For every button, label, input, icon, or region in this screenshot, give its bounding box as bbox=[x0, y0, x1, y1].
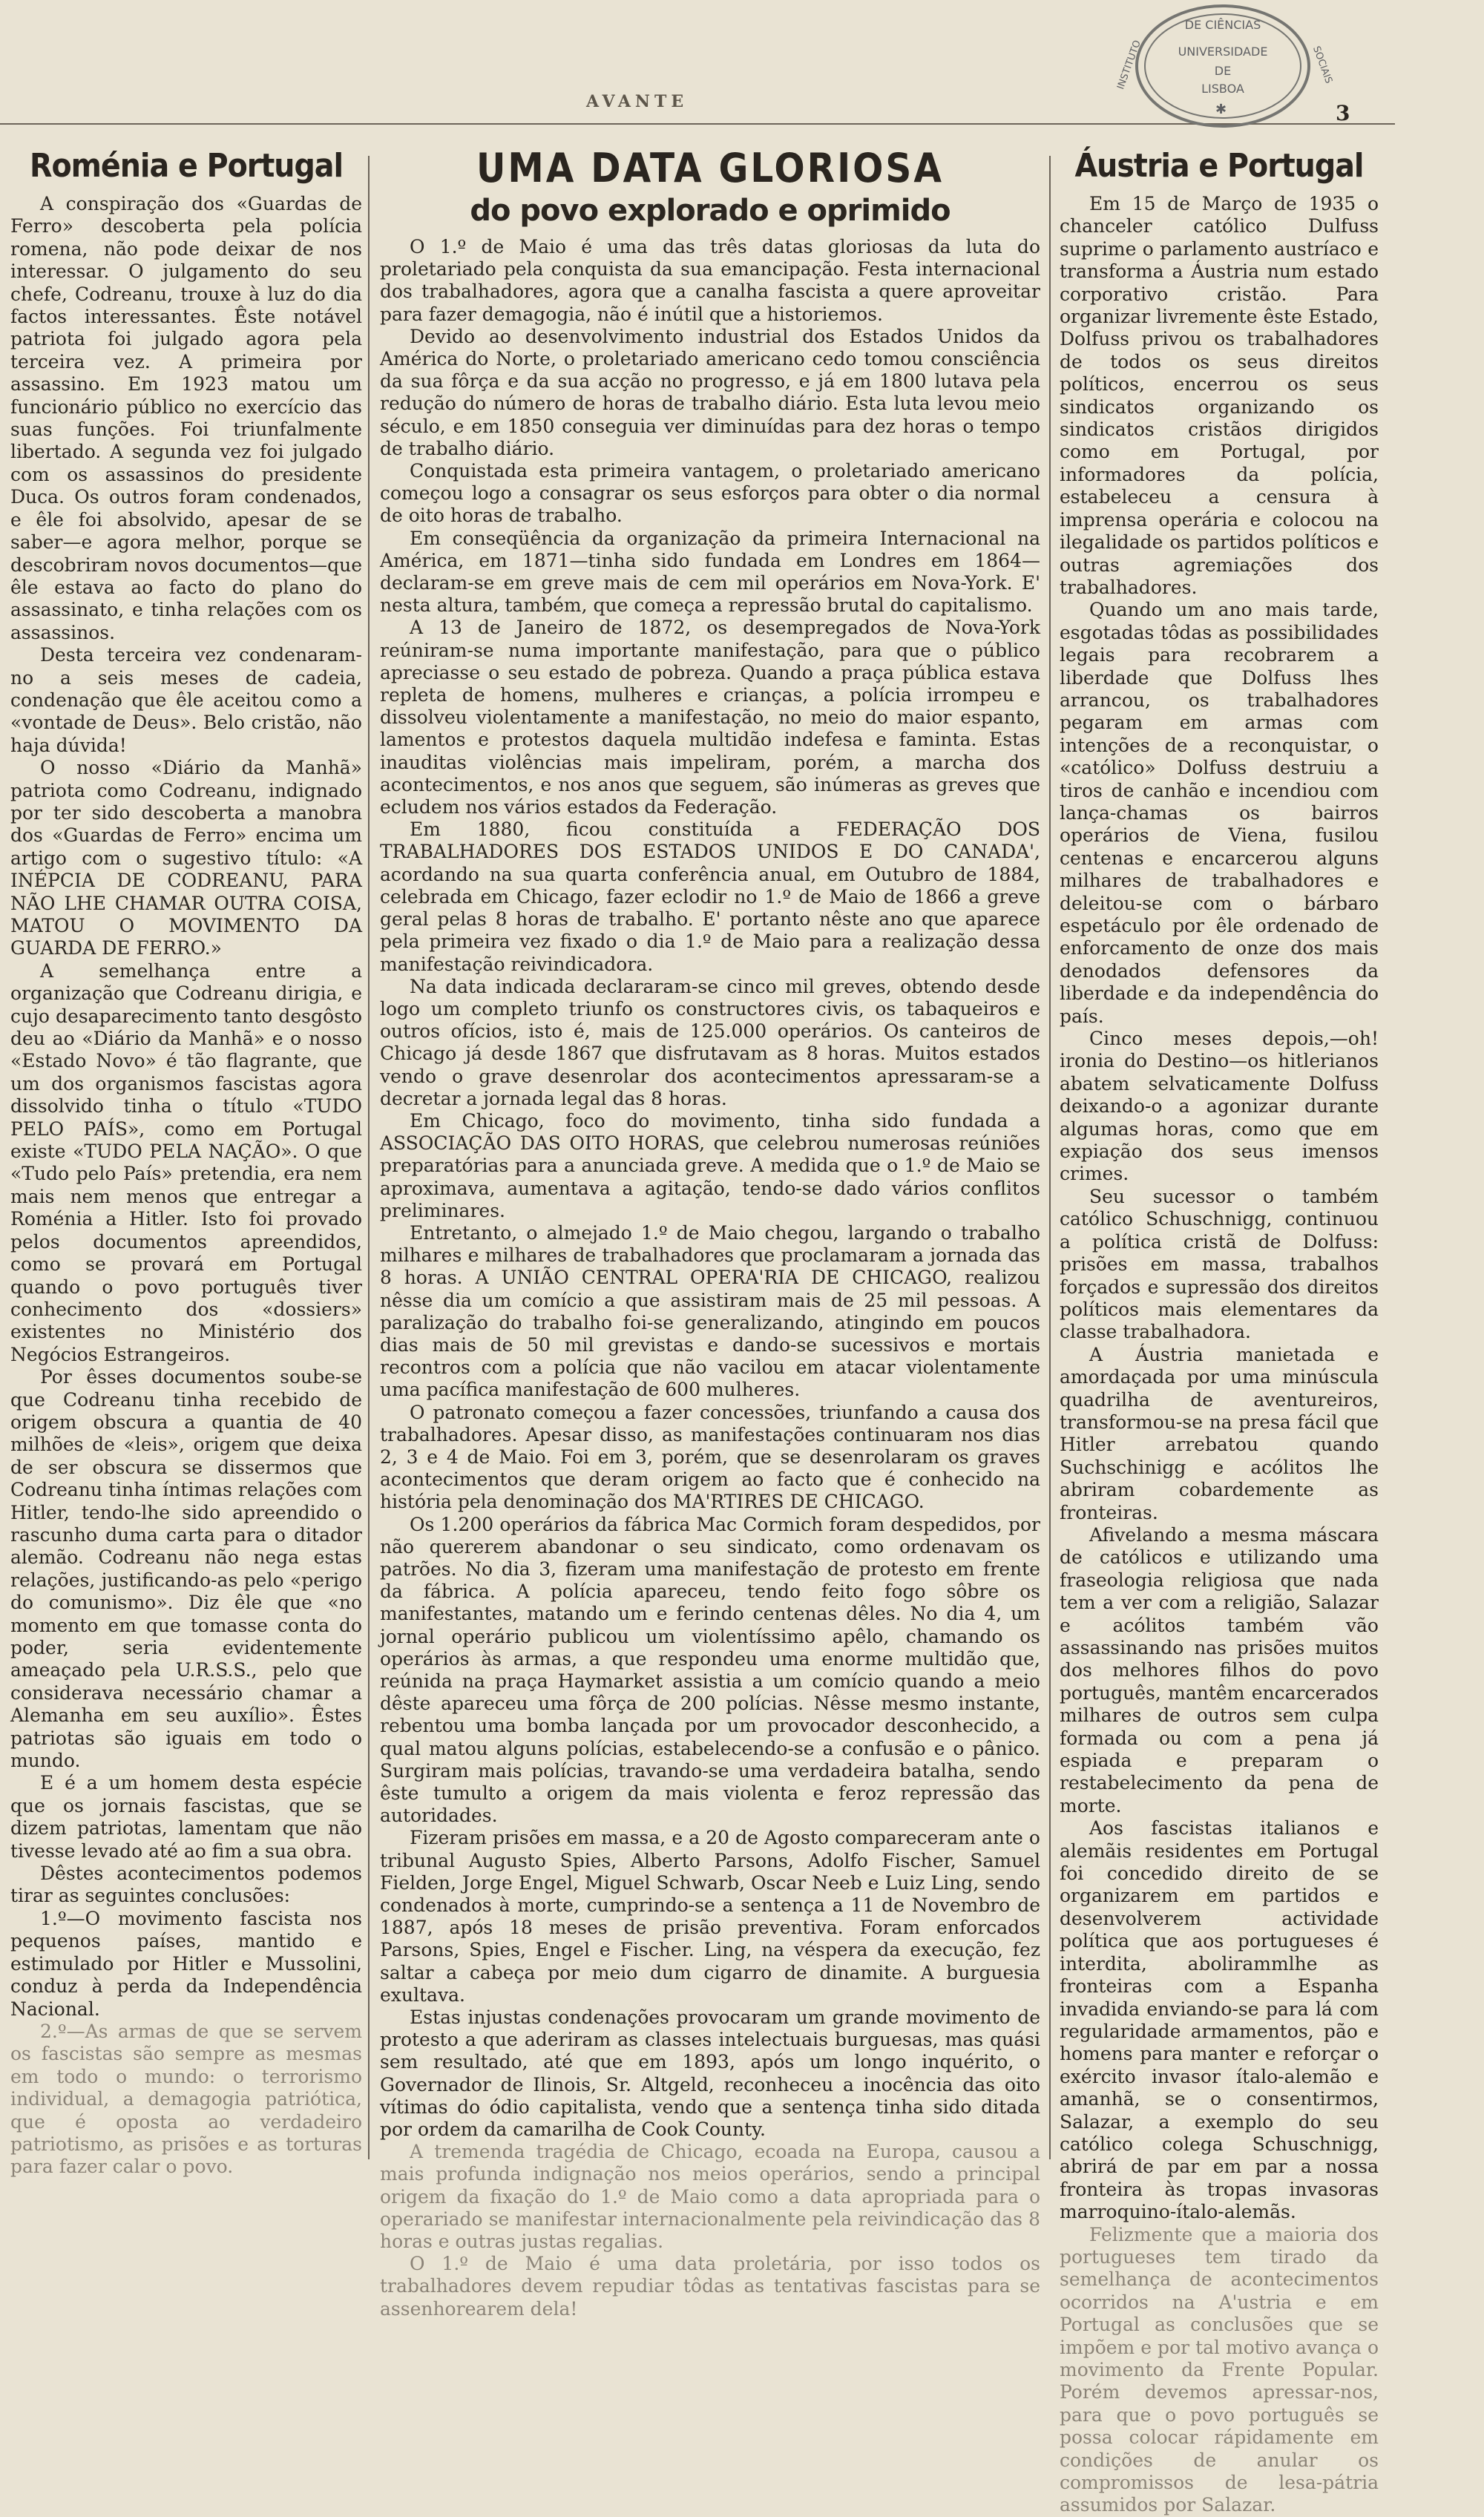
article-paragraph: A 13 de Janeiro de 1872, os desempregados de Nova-York reúniram-se numa importante manifestação, para que o público apreciasse o seu estado de pobreza. Quando a praça pública estava repleta de homens, mulheres e crianças, a polícia irrompeu e dissolveu violentamente a manifestação, no meio do maior espanto, lamentos e protestos daquela multidão indefesa e faminta. Estas inauditas violências mais impeliram, porém, a marcha dos acontecimentos, e nos anos que seguem, são inúmeras as greves que ecludem nos vários estados da Federação. bbox=[380, 617, 1040, 818]
header-rule bbox=[0, 123, 1395, 125]
article-headline: Áustria e Portugal bbox=[1074, 147, 1364, 185]
article-headline: UMA DATA GLORIOSA bbox=[476, 145, 945, 191]
article-paragraph: O 1.º de Maio é uma das três datas gloriosas da luta do proletariado pela conquista da sua emancipação. Festa internacional dos trabalhadores, agora que a canalha fascista a quere aproveitar para fazer demagogia, não é inútil que a historiemos. bbox=[380, 236, 1040, 325]
masthead-title: AVANTE bbox=[586, 92, 689, 111]
article-paragraph: Estas injustas condenações provocaram um grande movimento de protesto a que aderiram as classes intelectuais burguesas, mas quási sem resultado, até que em 1893, após um longo inquérito, o Governador de Ilinois, Sr. Altgeld, reconheceu a inocência das oito vítimas do ódio capitalista, vendo que a sentença tinha sido ditada por ordem da camarilha de Cook County. bbox=[380, 2006, 1040, 2141]
stamp-top-text: DE CIÊNCIAS bbox=[1184, 18, 1261, 32]
article-paragraph: Na data indicada declararam-se cinco mil greves, obtendo desde logo um completo triunfo os constructores civis, os tabaqueiros e outros ofícios, isto é, mais de 125.000 operários. Os canteiros de Chicago já desde 1867 que disfrutavam as 8 horas. Muitos estados vendo o grave desenrolar dos acontecimentos apressaram-se a decretar a jornada legal das 8 horas. bbox=[380, 975, 1040, 1109]
article-paragraph: O patronato começou a fazer concessões, triunfando a causa dos trabalhadores. Apesar disso, as manifestações continuaram nos dias 2, 3 e 4 de Maio. Foi em 3, porém, que se desenrolaram os graves acontecimentos que deram origem ao facto que é conhecido na história pela denominação dos MA'RTIRES DE CHICAGO. bbox=[380, 1401, 1040, 1513]
star-icon: ✱ bbox=[1215, 102, 1227, 117]
article-paragraph: A Áustria manietada e amordaçada por uma minúscula quadrilha de aventureiros, transformou-se na presa fácil que Hitler arrebatou quando Suchschinigg e acólitos lhe abriram cobardemente as fronteiras. bbox=[1060, 1343, 1379, 1523]
article-romenia-portugal bbox=[10, 145, 362, 2179]
article-paragraph: Por êsses documentos soube-se que Codreanu tinha recebido de origem obscura a quantia de 40 milhões de «leis», origem que deixa de ser obscura se dissermos que Codreanu tinha íntimas relações com Hitler, tendo-lhe sido apreendido o rascunho duma carta para o ditador alemão. Codreanu não nega estas relações, justificando-as pelo «perigo do comunismo». Diz êle que «no momento em que tomasse conta do poder, seria evidentemente ameaçado pela U.R.S.S., pelo que considerava necessário chamar a Alemanha em seu auxílio». Êstes patriotas são iguais em todo o mundo. bbox=[10, 1366, 362, 1772]
article-paragraph: Em Chicago, foco do movimento, tinha sido fundada a ASSOCIAÇÃO DAS OITO HORAS, que celebrou numerosas reúniões preparatórias para a anunciada greve. A medida que o 1.º de Maio se aproximava, aumentava a agitação, tendo-se dado vários conflitos preliminares. bbox=[380, 1109, 1040, 1221]
article-paragraph: Desta terceira vez condenaram-no a seis meses de cadeia, condenação que êle aceitou como a «vontade de Deus». Belo cristão, não haja dúvida! bbox=[10, 644, 362, 756]
article-paragraph: Quando um ano mais tarde, esgotadas tôdas as possibilidades legais para recobrarem a liberdade que Dolfuss lhes arrancou, os trabalhadores pegaram em armas com intenções de a reconquistar, o «católico» Dolfuss destruiu a tiros de canhão e incendiou com lança-chamas os bairros operários de Viena, fusilou centenas e encarcerou alguns milhares de trabalhadores e deleitou-se com o bárbaro espetáculo por êle ordenado de enforcamento de onze dos mais denodados defensores da liberdade e da independência do país. bbox=[1060, 599, 1379, 1027]
article-paragraph: 1.º—O movimento fascista nos pequenos países, mantido e estimulado por Hitler e Mussolini, conduz à perda da Independência Nacional. bbox=[10, 1907, 362, 2020]
page-number: 3 bbox=[1336, 101, 1350, 125]
article-paragraph: Aos fascistas italianos e alemãis residentes em Portugal foi concedido direito de se organizarem em partidos e desenvolverem actividade política que aos portugueses é interdita, abolirammlhe as fronteiras com a Espanha invadida enviando-se para lá com regularidade armamentos, pão e homens para manter e reforçar o exército invasor ítalo-alemão e amanhã, se o consentirmos, Salazar, a exemplo do seu católico colega Schuschnigg, abrirá de par em par a nossa fronteira às tropas invasoras marroquino-ítalo-alemãs. bbox=[1060, 1817, 1379, 2223]
stamp-line-2: DE bbox=[1214, 64, 1232, 78]
article-paragraph: Felizmente que a maioria dos portugueses tem tirado da semelhança de acontecimentos ocorridos na A'ustria e em Portugal as conclusões que se impõem e por tal motivo avança o movimento da Frente Popular. Porém devemos apressar-nos, para que o povo português se possa colocar rápidamente em condições de anular os compromissos de lesa-pátria assumidos por Salazar. bbox=[1060, 2223, 1379, 2516]
article-paragraph: O nosso «Diário da Manhã» patriota como Codreanu, indignado por ter sido descoberta a manobra dos «Guardas de Ferro» encima um artigo com o sugestivo título: «A INÉPCIA DE CODREANU, PARA NÃO LHE CHAMAR OUTRA COISA, MATOU O MOVIMENTO DA GUARDA DE FERRO.» bbox=[10, 757, 362, 959]
stamp-left-text: INSTITUTO bbox=[1115, 39, 1143, 91]
article-paragraph: Em conseqüência da organização da primeira Internacional na América, em 1871—tinha sido fundada em Londres em 1864—declaram-se em greve mais de cem mil operários em Nova-York. E' nesta altura, também, que começa a repressão brutal do capitalismo. bbox=[380, 527, 1040, 617]
article-paragraph: Fizeram prisões em massa, e a 20 de Agosto compareceram ante o tribunal Augusto Spies, Alberto Parsons, Adolfo Fischer, Samuel Fielden, Jorge Engel, Miguel Schwarb, Oscar Neeb e Luiz Ling, sendo condenados à morte, cumprindo-se a sentença a 11 de Novembro de 1887, após 18 meses de prisão preventiva. Foram enforcados Parsons, Spies, Engel e Fischer. Ling, na véspera da execução, fez saltar a cabeça por meio dum cigarro de dinamite. A burguesia exultava. bbox=[380, 1827, 1040, 2006]
article-paragraph: A tremenda tragédia de Chicago, ecoada na Europa, causou a mais profunda indignação nos meios operários, sendo a principal origem da fixação do 1.º de Maio como a data apropriada para o operariado se manifestar internacionalmente pela reivindicação das 8 horas e outras justas regalias. bbox=[380, 2141, 1040, 2253]
stamp-line-1: UNIVERSIDADE bbox=[1178, 45, 1268, 59]
article-subheadline: do povo explorado e oprimido bbox=[470, 194, 951, 228]
stamp-line-3: LISBOA bbox=[1201, 82, 1244, 96]
column-divider-left bbox=[368, 156, 370, 2159]
article-paragraph: A semelhança entre a organização que Codreanu dirigia, e cujo desaparecimento tanto desgôsto deu ao «Diário da Manhã» e o nosso «Estado Novo» é tão flagrante, que um dos organismos fascistas agora dissolvido tinha o título «TUDO PELO PAÍS», como em Portugal existe «TUDO PELA NAÇÃO». O que «Tudo pelo País» pretendia, era nem mais nem menos que entregar a Roménia a Hitler. Isto foi provado pelos documentos apreendidos, como se provará em Portugal quando o povo português tiver conhecimento dos «dossiers» existentes no Ministério dos Negócios Estrangeiros. bbox=[10, 959, 362, 1365]
article-paragraph: Os 1.200 operários da fábrica Mac Cormich foram despedidos, por não quererem abandonar o seu sindicato, como ordenavam os patrões. No dia 3, fizeram uma manifestação de protesto em frente da fábrica. A polícia apareceu, tendo feito fogo sôbre os manifestantes, matando um e ferindo centenas dêles. No dia 4, um jornal operário publicou um violentíssimo apêlo, chamando os operários às armas, a que respondeu uma enorme multidão que, reúnida na praça Haymarket assistia a um comício quando a meio dêste apareceu uma fôrça de 200 polícias. Nêsse mesmo instante, rebentou uma bomba lançada por um provocador desconhecido, a qual matou alguns polícias, estabelecendo-se a confusão e o pânico. Surgiram mais polícias, travando-se uma verdadeira batalha, sendo êste tumulto a origem da mais violenta e feroz repressão das autoridades. bbox=[380, 1513, 1040, 1827]
column-divider-right bbox=[1049, 156, 1051, 2159]
article-austria-portugal bbox=[1060, 145, 1379, 2517]
article-paragraph: Em 1880, ficou constituída a FEDERAÇÃO DOS TRABALHADORES DOS ESTADOS UNIDOS E DO CANADA', acordando na sua quarta conferência anual, em Outubro de 1884, celebrada em Chicago, fazer eclodir no 1.º de Maio de 1866 a greve geral pelas 8 horas de trabalho. E' portanto nêste ano que aparece pela primeira vez fixado o dia 1.º de Maio para a realização dessa manifestação reivindicadora. bbox=[380, 818, 1040, 975]
article-paragraph: Seu sucessor o também católico Schuschnigg, continuou a política cristã de Dolfuss: prisões em massa, trabalhos forçados e supressão dos direitos políticos mais elementares da classe trabalhadora. bbox=[1060, 1185, 1379, 1343]
article-paragraph: Entretanto, o almejado 1.º de Maio chegou, largando o trabalho milhares e milhares de trabalhadores que proclamaram a jornada das 8 horas. A UNIÃO CENTRAL OPERA'RIA DE CHICAGO, realizou nêsse dia um comício a que assistiram mais de 25 mil pessoas. A paralização do trabalho foi-se generalizando, atingindo em poucos dias mais de 50 mil grevistas e dando-se sucessivos e mortais recontros com a polícia que não vacilou em atacar violentamente uma pacífica manifestação de 600 mulheres. bbox=[380, 1221, 1040, 1401]
article-paragraph: A conspiração dos «Guardas de Ferro» descoberta pela polícia romena, não pode deixar de nos interessar. O julgamento do seu chefe, Codreanu, trouxe à luz do dia factos interessantes. Êste notável patriota foi julgado agora pela terceira vez. A primeira por assassino. Em 1923 matou um funcionário público no exercício das suas funções. Foi triunfalmente libertado. A segunda vez foi julgado com os assassinos do presidente Duca. Os outros foram condenados, e êle foi absolvido, apesar de se saber—e agora melhor, porque se descobriram novos documentos—que êle estava ao facto do plano do assassinato, e tinha relações com os assassinos. bbox=[10, 193, 362, 643]
library-stamp bbox=[1115, 4, 1335, 128]
article-paragraph: Dêstes acontecimentos podemos tirar as seguintes conclusões: bbox=[10, 1863, 362, 1907]
article-paragraph: E é a um homem desta espécie que os jornais fascistas, que se dizem patriotas, lamentam que não tivesse levado até ao fim a sua obra. bbox=[10, 1772, 362, 1862]
article-headline: Roménia e Portugal bbox=[29, 147, 344, 185]
article-paragraph: Conquistada esta primeira vantagem, o proletariado americano começou logo a consagrar os seus esforços para obter o dia normal de oito horas de trabalho. bbox=[380, 460, 1040, 527]
article-uma-data-gloriosa bbox=[380, 145, 1040, 2320]
article-paragraph: Devido ao desenvolvimento industrial dos Estados Unidos da América do Norte, o proletariado americano cedo tomou consciência da sua fôrça e da sua acção no progresso, e já em 1800 lutava pela redução do número de horas de trabalho diário. Esta luta levou meio século, e em 1850 conseguia ver diminuídas para dez horas o tempo de trabalho diário. bbox=[380, 325, 1040, 459]
article-paragraph: Afivelando a mesma máscara de católicos e utilizando uma fraseologia religiosa que nada tem a ver com a religião, Salazar e acólitos também vão assassinando nas prisões muitos dos melhores filhos do povo português, mantêm encarcerados milhares de outros sem culpa formada ou com a pena já espiada e preparam o restabelecimento da pena de morte. bbox=[1060, 1523, 1379, 1817]
article-paragraph: 2.º—As armas de que se servem os fascistas são sempre as mesmas em todo o mundo: o terrorismo individual, a demagogia patriótica, que é oposta ao verdadeiro patriotismo, as prisões e as torturas para fazer calar o povo. bbox=[10, 2020, 362, 2178]
article-paragraph: O 1.º de Maio é uma data proletária, por isso todos os trabalhadores devem repudiar tôdas as tentativas fascistas para se assenhorearem dela! bbox=[380, 2253, 1040, 2320]
article-paragraph: Em 15 de Março de 1935 o chanceler católico Dulfuss suprime o parlamento austríaco e transforma a Áustria num estado corporativo cristão. Para organizar livremente êste Estado, Dolfuss privou os trabalhadores de todos os seus direitos políticos, encerrou os seus sindicatos organizando os sindicatos cristãos dirigidos como em Portugal, por informadores da polícia, estabeleceu a censura à imprensa operária e colocou na ilegalidade os partidos políticos e outras agremiações dos trabalhadores. bbox=[1060, 193, 1379, 598]
stamp-right-text: SOCIAIS bbox=[1310, 45, 1335, 85]
article-paragraph: Cinco meses depois,—oh! ironia do Destino—os hitlerianos abatem selvaticamente Dolfuss deixando-o a agonizar durante algumas horas, como que em expiação dos seus imensos crimes. bbox=[1060, 1028, 1379, 1185]
